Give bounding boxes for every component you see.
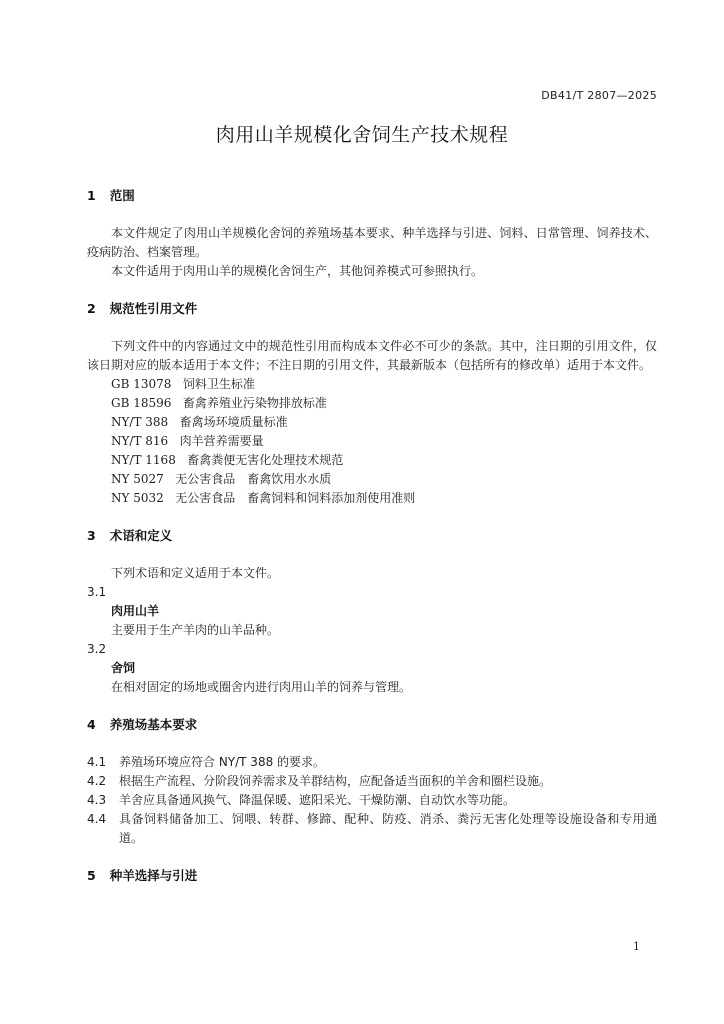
reference-code: NY 5027	[111, 472, 164, 486]
section-number: 1	[87, 188, 96, 203]
section-title: 种羊选择与引进	[109, 868, 198, 883]
reference-code: NY/T 388	[111, 415, 169, 429]
reference-item	[87, 375, 657, 394]
reference-code: NY 5032	[111, 491, 164, 505]
document-body	[87, 186, 657, 886]
section-heading-3	[87, 526, 657, 546]
reference-name: 饲料卫生标准	[182, 377, 255, 391]
requirement-text: 根据生产流程、分阶段饲养需求及羊群结构，应配备适当面积的羊舍和圈栏设施。	[119, 774, 552, 788]
paragraph: 本文件规定了肉用山羊规模化舍饲的养殖场基本要求、种羊选择与引进、饲料、日常管理、饲养技术、疫病防治、档案管理。	[87, 226, 657, 259]
reference-name: 畜禽粪便无害化处理技术规范	[187, 453, 344, 467]
section-number: 2	[87, 301, 96, 316]
requirement-item	[87, 810, 657, 848]
section-title: 范围	[109, 188, 135, 203]
term-name: 肉用山羊	[111, 604, 160, 618]
section-number: 5	[87, 868, 96, 883]
reference-code: NY/T 816	[111, 434, 169, 448]
requirement-item	[87, 772, 657, 791]
reference-item	[87, 432, 657, 451]
section-heading-1	[87, 186, 657, 206]
reference-name: 畜禽场环境质量标准	[179, 415, 288, 429]
reference-code: NY/T 1168	[111, 453, 176, 467]
reference-code: GB 13078	[111, 377, 172, 391]
paragraph: 本文件适用于肉用山羊的规模化舍饲生产，其他饲养模式可参照执行。	[111, 264, 484, 278]
section-heading-2	[87, 299, 657, 319]
requirement-number: 4.1	[87, 755, 107, 769]
requirement-item	[87, 753, 657, 772]
requirement-text: 具备饲料储备加工、饲喂、转群、修蹄、配种、防疫、消杀、粪污无害化处理等设施设备和专用通道。	[119, 812, 657, 845]
paragraph: 下列术语和定义适用于本文件。	[111, 566, 280, 580]
section-number: 3	[87, 528, 96, 543]
reference-name: 畜禽养殖业污染物排放标准	[182, 396, 327, 410]
page-number: 1	[633, 940, 640, 953]
requirement-text: 养殖场环境应符合 NY/T 388 的要求。	[119, 755, 326, 769]
reference-item	[87, 489, 657, 508]
reference-item	[87, 451, 657, 470]
section-title: 术语和定义	[109, 528, 173, 543]
section-title: 养殖场基本要求	[109, 717, 198, 732]
reference-item	[87, 394, 657, 413]
reference-item	[87, 413, 657, 432]
section-heading-4	[87, 715, 657, 735]
term-definition: 在相对固定的场地或圈舍内进行肉用山羊的饲养与管理。	[111, 680, 412, 694]
reference-name: 无公害食品 畜禽饲料和饲料添加剂使用准则	[175, 491, 416, 505]
section-number: 4	[87, 717, 96, 732]
requirement-text: 羊舍应具备通风换气、降温保暖、遮阳采光、干燥防潮、自动饮水等功能。	[119, 793, 516, 807]
reference-name: 无公害食品 畜禽饮用水水质	[175, 472, 332, 486]
term-number: 3.1	[87, 585, 107, 599]
term-number: 3.2	[87, 642, 107, 656]
requirement-number: 4.3	[87, 793, 107, 807]
requirement-number: 4.2	[87, 774, 107, 788]
document-code: DB41/T 2807—2025	[541, 89, 657, 102]
reference-item	[87, 470, 657, 489]
term-definition: 主要用于生产羊肉的山羊品种。	[111, 623, 280, 637]
paragraph: 下列文件中的内容通过文中的规范性引用而构成本文件必不可少的条款。其中，注日期的引用文件，仅该日期对应的版本适用于本文件；不注日期的引用文件，其最新版本（包括所有的修改单）适用于本文件。	[87, 339, 657, 372]
reference-code: GB 18596	[111, 396, 172, 410]
reference-name: 肉羊营养需要量	[179, 434, 264, 448]
requirement-number: 4.4	[87, 812, 107, 826]
section-heading-5	[87, 866, 657, 886]
section-title: 规范性引用文件	[109, 301, 198, 316]
reference-list	[87, 375, 657, 508]
term-name: 舍饲	[111, 661, 136, 675]
requirement-item	[87, 791, 657, 810]
document-title: 肉用山羊规模化舍饲生产技术规程	[215, 124, 509, 146]
